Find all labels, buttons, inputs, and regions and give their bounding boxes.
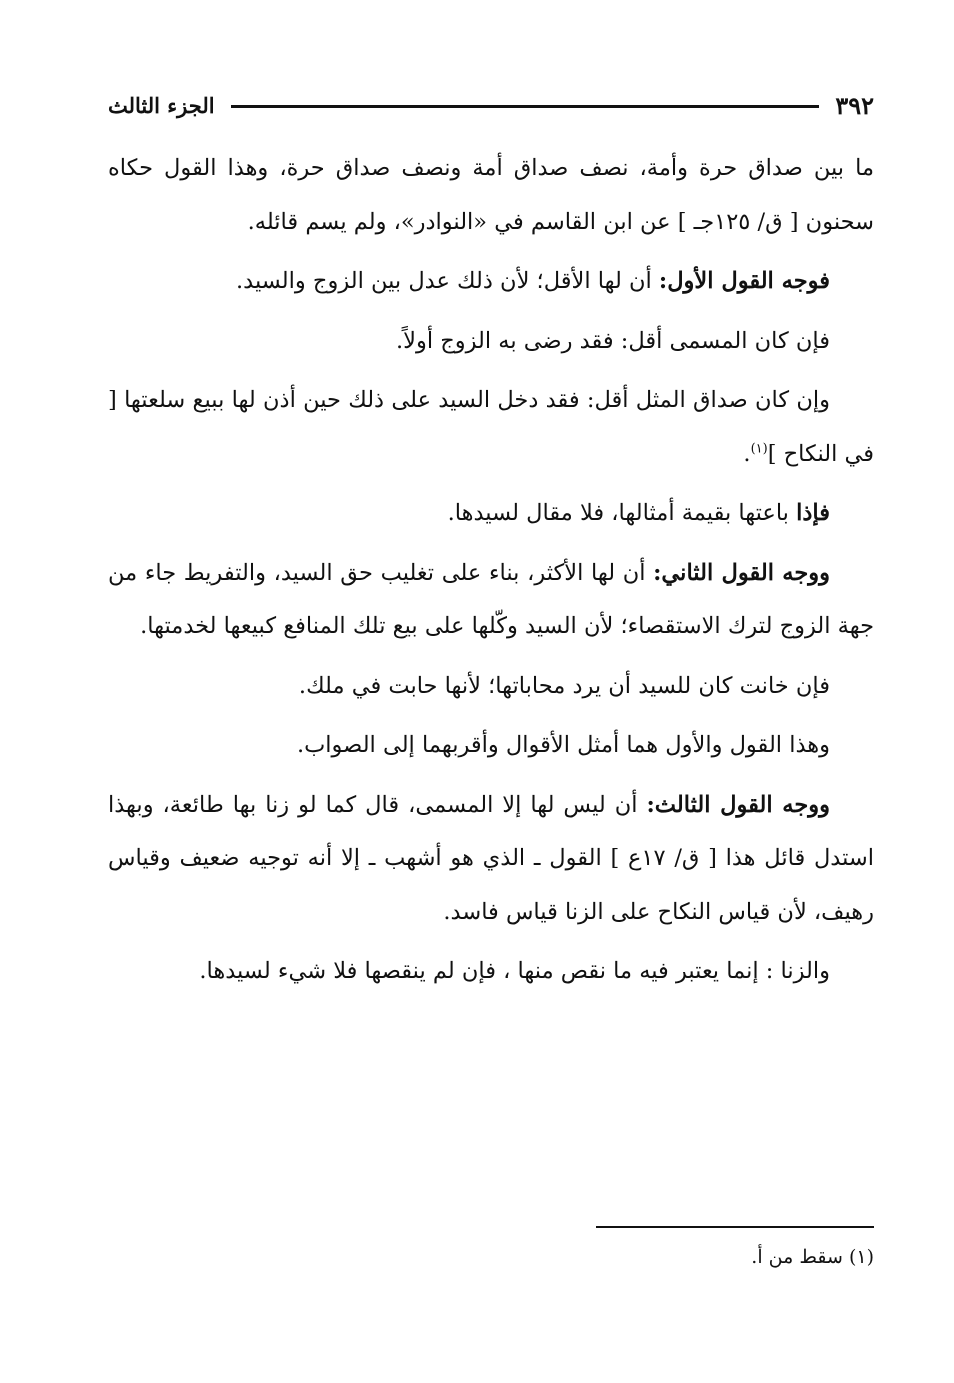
footnote-separator [596,1226,874,1228]
running-header [108,88,874,122]
paragraph-text: وهذا القول والأول هما أمثل الأقوال وأقربهما إلى الصواب. [296,732,830,758]
paragraph-text: أن لها الأكثر، بناء على تغليب حق السيد، والتفريط جاء من جهة الزوج لترك الاستقصاء؛ لأن السيد وكّلها على بيع تلك المنافع كبيعها لخدمتها. [108,559,874,639]
paragraph [108,945,874,999]
paragraph [108,719,874,773]
paragraph-lead: فإذا [796,500,830,526]
header-rule [231,105,820,108]
paragraph-lead: فوجه القول الأول: [658,268,830,294]
paragraph-continuation [108,142,874,249]
paragraph-tail: . [743,440,751,467]
paragraph-second-opinion [108,547,874,654]
paragraph-first-opinion [108,255,874,309]
paragraph-lead: ووجه القول الثالث: [646,791,830,818]
paragraph-text: أن لها الأقل؛ لأن ذلك عدل بين الزوج والسيد. [235,268,659,294]
paragraph-text: ما بين صداق حرة وأمة، نصف صداق أمة ونصف صداق حرة، وهذا القول حكاه سحنون [ ق/ ١٢٥جـ ] عن ابن القاسم في «النوادر»، ولم يسم قائله. [108,155,874,235]
paragraph-text: والزنا : إنما يعتبر فيه ما نقص منها ، فإن لم ينقصها فلا شيء لسيدها. [199,958,830,984]
footnote-reference[interactable]: (١) [750,441,768,456]
page-number: ٣٩٢ [835,90,874,120]
body-text [108,142,874,1005]
paragraph-text: فإن خانت كان للسيد أن يرد محاباتها؛ لأنها حابت في ملك. [298,672,830,699]
footnote-item: (١) سقط من أ. [751,1246,874,1268]
running-title: الجزء الثالث [108,92,215,118]
paragraph [108,660,874,714]
paragraph-text: فإن كان المسمى أقل: فقد رضى به الزوج أولاً. [395,327,830,354]
footnotes [108,1240,874,1274]
paragraph [108,315,874,369]
paragraph-text: أن ليس لها إلا المسمى، قال كما لو زنا بها طائعة، وبهذا استدل قائل هذا [ ق/ ١٧ع ] القول ـ الذي هو أشهب ـ إلا أنه توجيه ضعيف وقياس رهيف، لأن قياس النكاح على الزنا قياس فاسد. [108,791,874,925]
paragraph-text: باعتها بقيمة أمثالها، فلا مقال لسيدها. [447,500,797,526]
paragraph-third-opinion [108,779,874,940]
paragraph [108,487,874,541]
paragraph-text: وإن كان صداق المثل أقل: فقد دخل السيد على ذلك حين أذن لها ببيع سلعتها [ في النكاح ] [108,387,874,467]
paragraph-lead: ووجه القول الثاني: [653,559,830,586]
paragraph-with-footnote [108,374,874,481]
